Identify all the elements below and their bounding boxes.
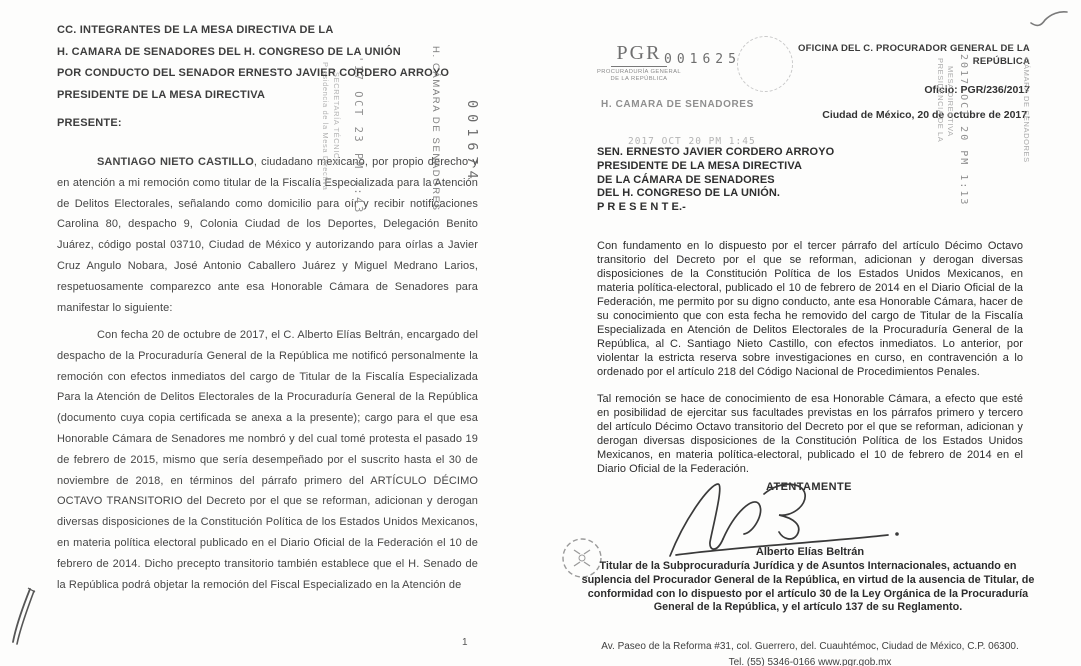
presidencia-stamp-line2: MESA DIRECTIVA (946, 66, 955, 137)
body-paragraph-2: Tal remoción se hace de conocimiento de esa Honorable Cámara, a efecto que esté en posibilidad de ejercitar sus facultades previstas en los párrafos primero y tercero del artículo Décimo Octavo transitorio del Decreto por el que se reforman, adicionan y derogan diversas disposiciones de la Constitución Política de los Estados Unidos Mexicanos, en materia política-electoral, publicado el 10 de febrero de 2014 en el Diario Oficial de la Federación. (597, 393, 1023, 475)
closing-word: ATENTAMENTE (766, 481, 852, 493)
camara-senadores-vertical-stamp: CÁMARA DE SENADORES (1022, 58, 1031, 163)
signatory-name: Alberto Elías Beltrán (755, 546, 865, 558)
camara-senadores-stamp: H. CAMARA DE SENADORES (601, 99, 754, 110)
addressee-line: POR CONDUCTO DEL SENADOR ERNESTO JAVIER CORDERO ARROYO (57, 67, 450, 79)
checkmark-pen-icon (1028, 8, 1070, 30)
pgr-logo-acronym: PGR (611, 42, 668, 67)
addressee-line: PRESIDENTE DE LA MESA DIRECTIVA (57, 88, 266, 101)
office-header: OFICINA DEL C. PROCURADOR GENERAL DE LA REPÚBLICA (798, 43, 1030, 67)
body-paragraph-2: Con fecha 20 de octubre de 2017, el C. Alberto Elías Beltrán, encargado del despacho de la Procuraduría General de la República me notificó personalmente la remoción con efectos inmediatos del cargo de Titular de la Fiscalía Especializada Para la Atención de Delitos Electorales de la Procuraduría General de la República (documento cuya copia certificada se anexa a la presente); cargo para el que esa Honorable Cámara de Senadores me nombró y del cual tomé protesta el pasado 19 de febrero de 2015, mismo que sería desempeñado por el suscrito hasta el 30 de noviembre de 2018, en términos del párrafo primero del ARTÍCULO DÉCIMO OCTAVO TRANSITORIO del Decreto por el que se reforman, adicionan y derogan diversas disposiciones de la Constitución Política de los Estados Unidos Mexicanos, en materia política electoral publicado en el Diario Oficial de la Federación el 10 de febrero de 2014. Dicho precepto transitorio también establece que el H. Senado de la República podrá objetar la remoción del Fiscal Especializado en la Atención de (57, 329, 478, 591)
page-number: 1 (462, 637, 468, 648)
pgr-logo-caption: PROCURADURÍA GENERAL DE LA REPÚBLICA (596, 69, 682, 82)
received-datetime-stamp: 2017 OCT 20 PM 1:45 (628, 136, 756, 147)
camara-senadores-stamp: H. CÁMARA DE SENADORES (430, 46, 441, 212)
folio-number-stamp: 001625 (664, 52, 741, 67)
signer-name-inline: SANTIAGO NIETO CASTILLO (97, 156, 254, 168)
folio-number-stamp: 001674 (464, 100, 480, 185)
paragraph-text: , ciudadano mexicano, por propio derecho y en atención a mi remoción como titular de la Fiscalía Especializada para la Atención de Delitos Electorales, señalando como domicilio para oír y recibir notificaciones Carolina 80, despacho 9, Colonia Ciudad de los Deportes, Delegación Benito Juárez, código postal 03710, Ciudad de México y autorizando para oírlas a Javier Cruz Angulo Nobara, José Antonio Caballero Juárez y Miguel Medrano Larios, respetuosamente comparezco ante esa Honorable Cámara de Senadores para manifestar lo siguiente: (57, 156, 478, 314)
addressee-line: P R E S E N T E.- (597, 201, 686, 214)
left-addressee-block (57, 20, 487, 106)
secretaria-stamp-line2: SECRETARÍA TÉCNICA (332, 72, 341, 165)
presidencia-stamp-line1: PRESIDENCIA DE LA (936, 58, 945, 143)
footer-contact: Tel. (55) 5346-0166 www.pgr.gob.mx (728, 657, 892, 666)
addressee-line: DE LA CÁMARA DE SENADORES (597, 173, 775, 186)
body-paragraph-1: Con fundamento en lo dispuesto por el tercer párrafo del artículo Décimo Octavo transitorio del Decreto por el que se reforman, adicionan y derogan diversas disposiciones de la Constitución Política de los Estados Unidos Mexicanos, en materia política-electoral, publicado el 10 de febrero de 2014 en el Diario Oficial de la Federación, me permito por su digno conducto, ante esa Honorable Cámara, hacer de su conocimiento que con esta fecha he removido del cargo de Titular de la Fiscalía Especializada en Atención de Delitos Electorales de la Procuraduría General de la República, al C. Santiago Nieto Castillo, con efectos inmediatos. Lo anterior, por violentar la estricta reserva sobre investigaciones en curso, en contravención a lo ordenado por el artículo 218 del Código Nacional de Procedimientos Penales. (597, 240, 1023, 378)
faint-round-seal-icon (737, 36, 793, 92)
datetime-stamp: '17 OCT 23 PM 1:43 (352, 56, 364, 215)
signatory-title: Titular de la Subprocuraduría Jurídica y de Asuntos Internacionales, actuando en suplencia del Procurador General de la República, en virtud de la ausencia de Titular, de conformidad con lo dispuesto por el artículo 30 de la Ley Orgánica de la Procuraduría General de la República, y el artículo 137 de su Reglamento. (581, 560, 1035, 614)
pen-mark-icon (8, 586, 38, 648)
datetime-stamp: 2017 OCT 20 PM 1:13 (958, 54, 969, 207)
addressee-line: PRESIDENTE DE LA MESA DIRECTIVA (597, 159, 802, 172)
oficio-number: Oficio: PGR/236/2017 (924, 84, 1030, 96)
addressee-line: DEL H. CONGRESO DE LA UNIÓN. (597, 187, 781, 200)
addressee-line: H. CAMARA DE SENADORES DEL H. CONGRESO DE LA UNIÓN (57, 45, 401, 58)
addressee-line: CC. INTEGRANTES DE LA MESA DIRECTIVA DE LA (57, 24, 334, 36)
date-line: Ciudad de México, 20 de octubre de 2017. (822, 109, 1030, 121)
salutation: PRESENTE: (57, 117, 122, 129)
footer-address: Av. Paseo de la Reforma #31, col. Guerrero, del. Cuauhtémoc, Ciudad de México, C.P. 06300. (601, 641, 1019, 652)
addressee-block (597, 146, 834, 215)
body-paragraph-1 (57, 152, 478, 318)
addressee-line: SEN. ERNESTO JAVIER CORDERO ARROYO (597, 146, 835, 158)
secretaria-stamp-line1: Presidencia de la Mesa Directiva (321, 62, 330, 191)
